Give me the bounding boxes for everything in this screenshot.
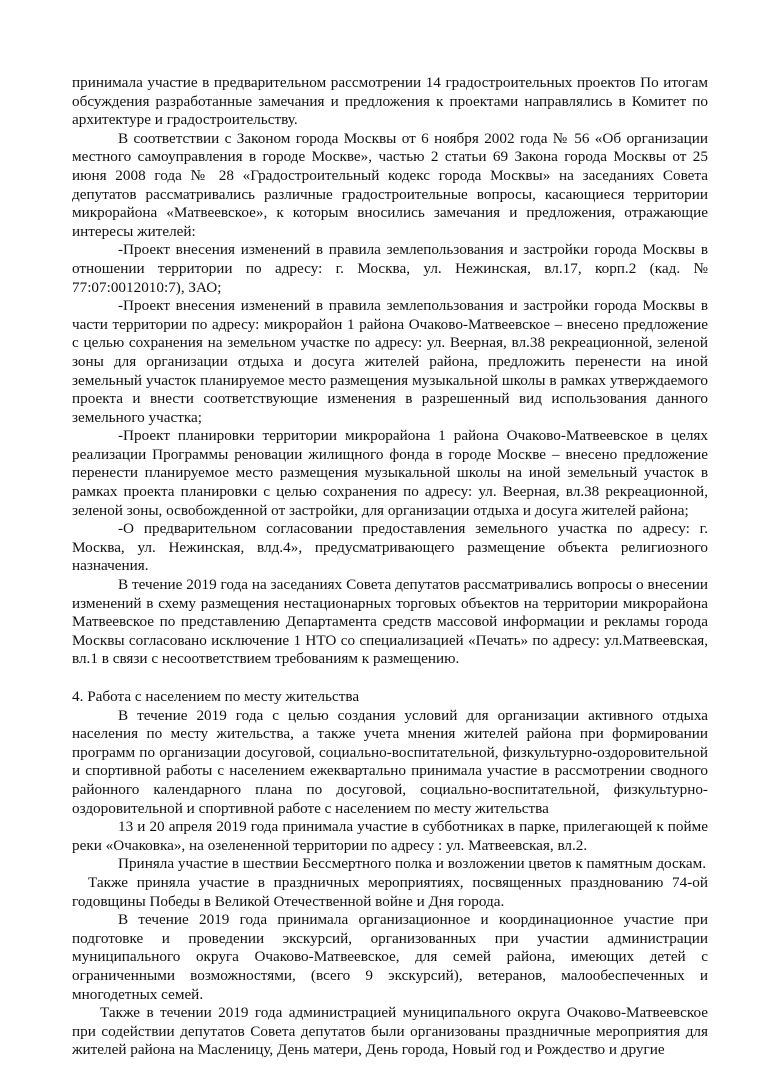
paragraph-project-microdistrict: -Проект внесения изменений в правила землепользования и застройки города Москвы в части территории по адресу: микрорайон 1 района Очаково-Матвеевское – внесено предложение с целью сохранения на земельном участке по адресу: ул. Веерная, вл.38 рекреационной, зеленой зоны для организации отдыха и досуга жителей района, предложить перенести на иной земельный участок планируемое место размещения музыкальной школы в рамках утверждаемого проекта и внести соответствующие изменения в разрешенный вид использования данного земельного участка; bbox=[72, 297, 708, 426]
document-page bbox=[72, 74, 708, 1060]
paragraph-project-renovation: -Проект планировки территории микрорайона 1 района Очаково-Матвеевское в целях реализации Программы реновации жилищного фонда в городе Москве – внесено предложение перенести планируемое место размещения музыкальной школы на иной земельный участок в рамках проекта планировки с целью сохранения по адресу: ул. Веерная, вл.38 рекреационной, зеленой зоны, освобожденной от застройки, для организации отдыха и досуга жителей района; bbox=[72, 427, 708, 519]
paragraph-law-basis: В соответствии с Законом города Москвы от 6 ноября 2002 года № 56 «Об организации местного самоуправления в городе Москве», частью 2 статьи 69 Закона города Москвы от 25 июня 2008 года № 28 «Градостроительный кодекс города Москвы» на заседаниях Совета депутатов рассматривались различные градостроительные вопросы, касающиеся территории микрорайона «Матвеевское», к которым вносились замечания и предложения, отражающие интересы жителей: bbox=[72, 129, 708, 240]
section-heading: 4. Работа с населением по месту жительства bbox=[72, 688, 360, 705]
paragraph-land-approval: -О предварительном согласовании предоставления земельного участка по адресу: г. Москва, ул. Нежинская, влд.4», предусматривающего размещение объекта религиозного назначения. bbox=[72, 520, 708, 575]
paragraph-excursions: В течение 2019 года принимала организационное и координационное участие при подготовке и проведении экскурсий, организованных при участии администрации муниципального округа Очаково-Матвеевское, для семей района, имеющих детей с ограниченными возможностями, (всего 9 экскурсий), ветеранов, малообеспеченных и многодетных семей. bbox=[72, 911, 708, 1003]
paragraph-leisure-planning: В течение 2019 года с целью создания условий для организации активного отдыха населения по месту жительства, а также учета мнения жителей района при формировании программ по организации досуговой, социально-воспитательной, физкультурно-оздоровительной и спортивной работы с населением ежеквартально принимала участие в рассмотрении сводного районного календарного плана по досуговой, социально-воспитательной, физкультурно-оздоровительной и спортивной работе с населением по месту жительства bbox=[72, 706, 708, 817]
paragraph-project-nezhinskaya: -Проект внесения изменений в правила землепользования и застройки города Москвы в отношении территории по адресу: г. Москва, ул. Нежинская, вл.17, корп.2 (кад. № 77:07:0012010:7), ЗАО; bbox=[72, 241, 708, 296]
paragraph-victory-day: Также приняла участие в праздничных мероприятиях, посвященных празднованию 74-ой годовщины Победы в Великой Отечественной войне и Дня города. bbox=[72, 873, 708, 910]
paragraph-nto: В течение 2019 года на заседаниях Совета депутатов рассматривались вопросы о внесении изменений в схему размещения нестационарных торговых объектов на территории микрорайона Матвеевское по представлению Департамента средств массовой информации и рекламы города Москвы согласовано исключение 1 НТО со специализацией «Печать» по адресу: ул.Матвеевская, вл.1 в связи с несоответствием требованиям к размещению. bbox=[72, 576, 708, 668]
paragraph-continuation: принимала участие в предварительном рассмотрении 14 градостроительных проектов По итогам обсуждения разработанные замечания и предложения к проектами направлялись в Комитет по архитектуре и градостроительству. bbox=[72, 74, 708, 129]
paragraph-immortal-regiment: Приняла участие в шествии Бессмертного полка и возложении цветов к памятным доскам. bbox=[118, 855, 707, 873]
paragraph-subbotnik: 13 и 20 апреля 2019 года принимала участие в субботниках в парке, прилегающей к пойме реки «Очаковка», на озелененной территории по адресу : ул. Матвеевская, вл.2. bbox=[72, 818, 708, 854]
section-spacer bbox=[72, 669, 708, 688]
paragraph-holidays: Также в течении 2019 года администрацией муниципального округа Очаково-Матвеевское при содействии депутатов Совета депутатов были организованы праздничные мероприятия для жителей района на Масленицу, День матери, День города, Новый год и Рождество и другие bbox=[72, 1004, 708, 1059]
